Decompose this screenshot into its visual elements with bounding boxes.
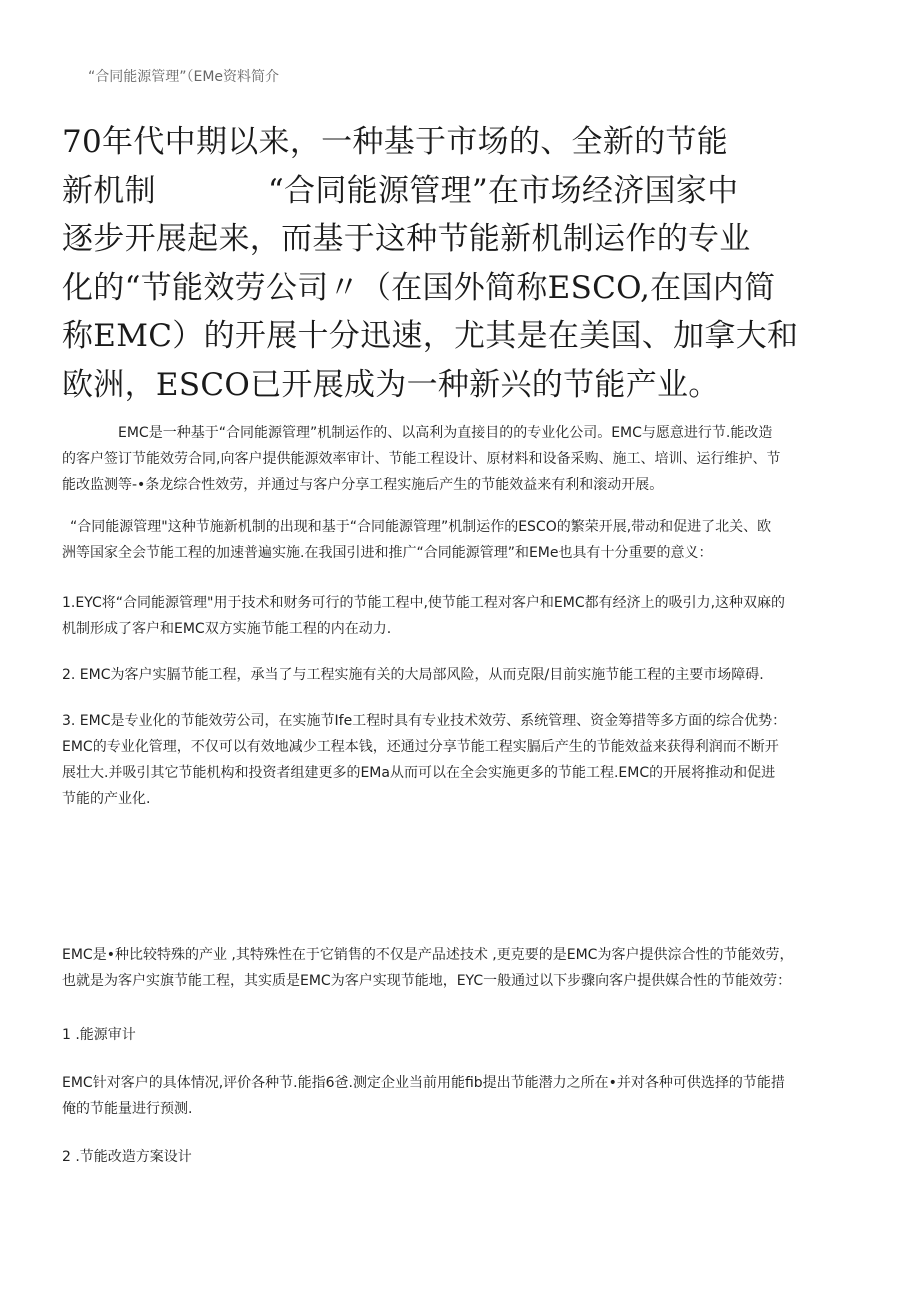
text-line: EMC针对客户的具体情况,评价各种节.能指6爸.测定企业当前用能fib提出节能潜力之所在•并对各种可供选择的节能措 — [62, 1075, 785, 1091]
heading-text: 1 .能源审计 — [62, 1027, 136, 1043]
paragraph-emc-definition — [62, 420, 862, 498]
paragraph-point-1 — [62, 590, 862, 642]
section-heading-energy-audit — [62, 1022, 862, 1048]
section-heading-retrofit-design — [62, 1144, 862, 1170]
text-line: 3. EMC是专业化的节能效劳公司，在实施节Ife工程时具有专业技术效劳、系统管理、资金筹措等多方面的综合优势： — [62, 713, 787, 729]
lead-fragment: “合同能源管理”在市场经济国家中 — [267, 172, 739, 209]
lead-fragment: 新机制 — [62, 172, 156, 209]
text-line: 俺的节能量进行预测. — [62, 1101, 193, 1117]
lead-line: 逐步开展起来，而基于这种节能新机制运作的专业 — [62, 221, 751, 257]
text-line: 节能的产业化. — [62, 791, 151, 807]
text-line: 展壮大.并吸引其它节能机构和投资者组建更多的EMa从而可以在全会实施更多的节能工程.EMC的开展将推动和促进 — [62, 765, 776, 781]
text-line: 机制形成了客户和EMC双方实施节能工程的内在动力. — [62, 621, 392, 637]
lead-line: 称EMC）的开展十分迅速，尤其是在美国、加拿大和 — [62, 318, 799, 354]
text-line: 1.EYC将“合同能源管理"用于技术和财务可行的节能工程中,使节能工程对客户和EMC都有经济上的吸引力,这种双麻的 — [62, 595, 786, 611]
lead-line: 70年代中期以来，一种基于市场的、全新的节能 — [62, 124, 729, 160]
paragraph-emc-industry — [62, 942, 862, 994]
paragraph-point-2 — [62, 662, 862, 688]
paragraph-point-3 — [62, 708, 862, 812]
text-line — [62, 420, 862, 446]
line-text: EMC是一种基于“合同能源管理”机制运作的、以高利为直接目的的专业化公司。EMC与愿意进行节.能改造 — [118, 425, 773, 441]
heading-text: 2 .节能改造方案设计 — [62, 1149, 192, 1165]
lead-line — [62, 167, 862, 216]
text-line — [62, 514, 862, 540]
lead-paragraph — [62, 118, 862, 409]
text-line: 2. EMC为客户实膈节能工程，承当了与工程实施有关的大局部风险，从而克限/目前实施节能工程的主要市场障碍. — [62, 667, 764, 683]
lead-line: 欧洲，ESCO已开展成为一种新兴的节能产业。 — [62, 366, 720, 403]
lead-line: 化的“节能效劳公司〃（在国外简称ESCO,在国内简 — [62, 269, 776, 306]
document-title: “合同能源管理”（EMe资料简介 — [88, 69, 280, 85]
text-line: EMC的专业化管理，不仅可以有效地减少工程本钱，还通过分享节能工程实膈后产生的节能效益来获得利润而不断开 — [62, 739, 779, 755]
paragraph-significance — [62, 514, 862, 566]
text-line: EMC是•种比较特殊的产业 ,其特殊性在于它销售的不仅是产品述技术 ,更克要的是EMC为客户提供淙合性的节能效劳， — [62, 947, 794, 963]
text-line: 的客户签订节能效劳合同,向客户提供能源效率审计、节能工程设计、原材料和设备采购、施工、培训、运行维护、节 — [62, 451, 781, 467]
text-line: 能改监测等-•条龙综合性效劳，并通过与客户分享工程实施后产生的节能效益来有利和滚动开展。 — [62, 477, 664, 493]
line-text: “合同能源管理"这种节施新机制的出现和基于“合同能源管理”机制运作的ESCO的繁荣开展,带动和促进了北关、欧 — [70, 519, 772, 535]
paragraph-energy-audit — [62, 1070, 862, 1122]
text-line: 洲等国家全会节能工程的加速普遍实施.在我国引进和推广“合同能源管理”和EMe也具有十分重要的意义： — [62, 545, 713, 561]
text-line: 也就是为客户实旗节能工程，其实质是EMC为客户实现节能地，EYC一般通过以下步骤向客户提供媒合性的节能效劳： — [62, 973, 792, 989]
